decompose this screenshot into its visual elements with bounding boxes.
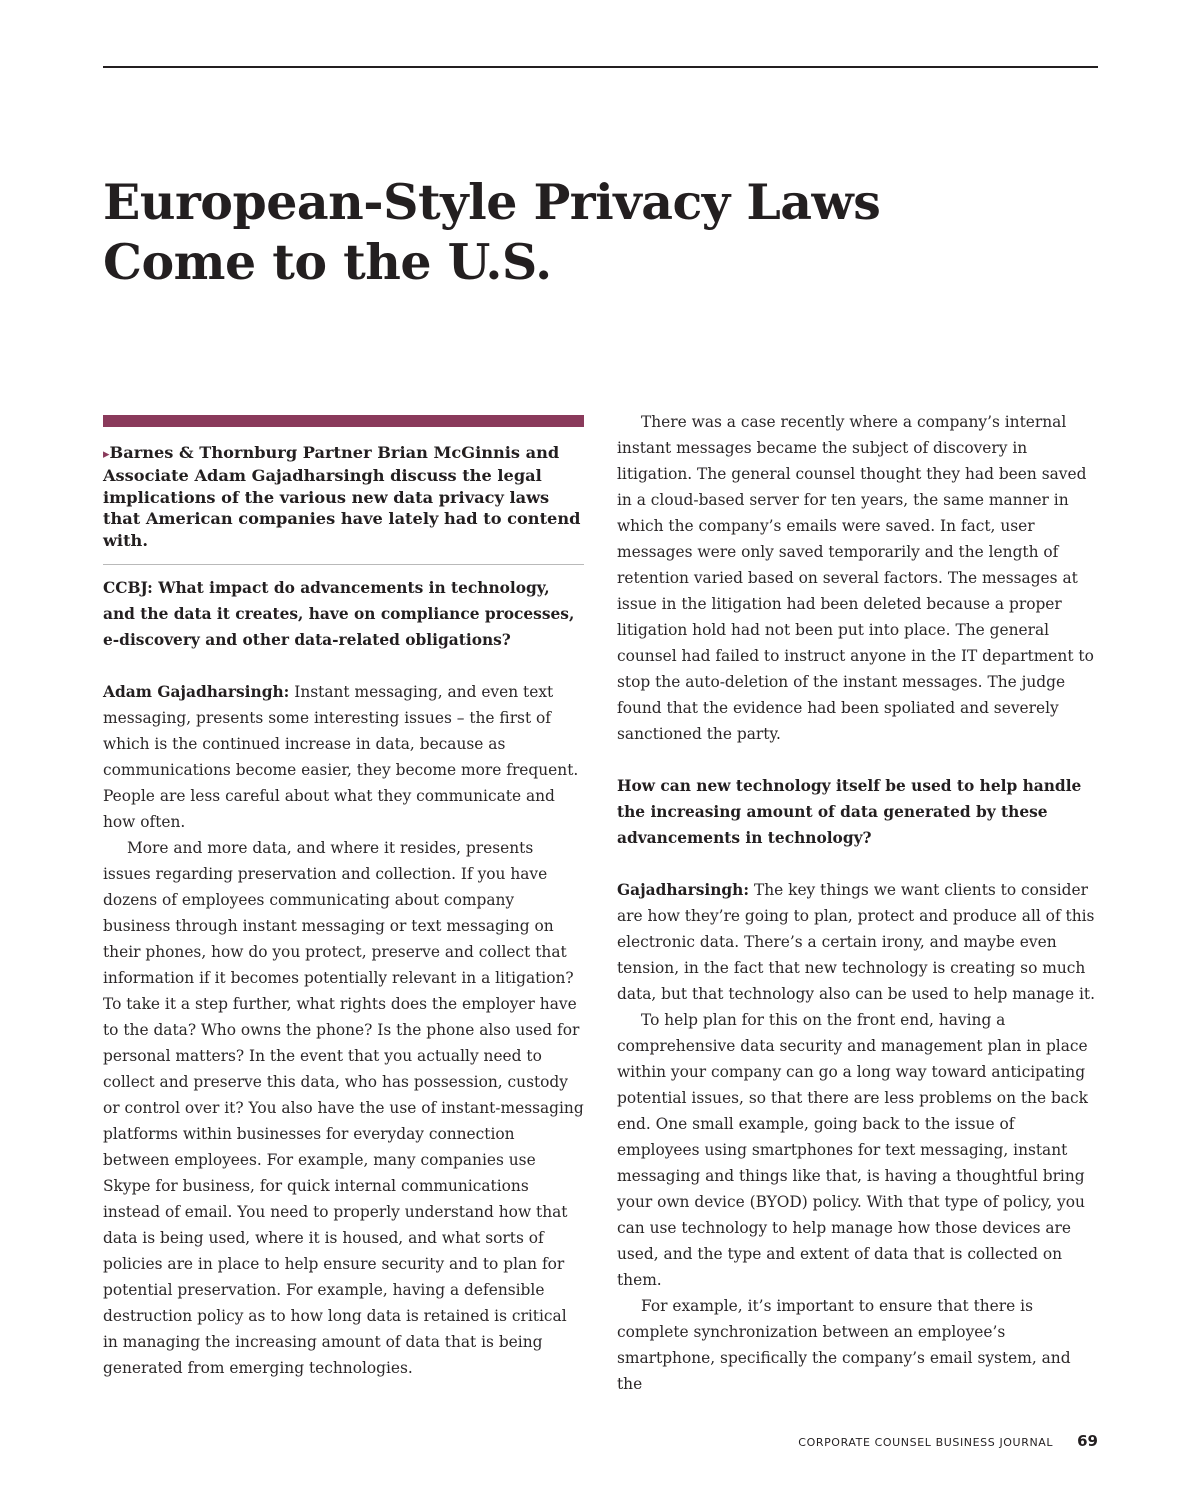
- question-2: How can new technology itself be used to help handle the increasing amount of data generated by these advancements in technology?: [617, 777, 1082, 847]
- answer-text: The key things we want clients to consider are how they’re going to plan, protect and produce all of this electronic data. There’s a certain irony, and maybe even tension, in the fact that new technology is creating so much data, but that technology also can be used to help manage it.: [617, 881, 1096, 1003]
- speaker-name: Adam Gajadharsingh:: [103, 683, 290, 702]
- answer-2-paragraph-1: [617, 877, 1099, 1007]
- title-line-2: Come to the U.S.: [103, 233, 552, 291]
- speaker-name: Gajadharsingh:: [617, 881, 750, 899]
- answer-1-paragraph-2: More and more data, and where it resides, presents issues regarding preservation and collection. If you have dozens of employees communicating about company business through instant messaging or text messaging on their phones, how do you protect, preserve and collect that information if it becomes potentially relevant in a litigation? To take it a step further, what rights does the employer have to the data? Who owns the phone? Is the phone also used for personal matters? In the event that you actually need to collect and preserve this data, who has possession, custody or control over it? You also have the use of instant-messaging platforms within businesses for everyday connection between employees. For example, many companies use Skype for business, for quick internal communications instead of email. You need to properly understand how that data is being used, where it is housed, and what sorts of policies are in place to help ensure security and to plan for potential preservation. For example, having a defensible destruction policy as to how long data is retained is critical in managing the increasing amount of data that is being generated from emerging technologies.: [103, 839, 584, 1378]
- top-rule: [103, 66, 1098, 68]
- answer-1-paragraph-3: There was a case recently where a company’s internal instant messages became the subject of discovery in litigation. The general counsel thought they had been saved in a cloud-based server for ten years, the same manner in which the company’s emails were saved. In fact, user messages were only saved temporarily and the length of retention varied based on several factors. The messages at issue in the litigation had been deleted because a proper litigation hold had not been put into place. The general counsel had failed to instruct anyone in the IT department to stop the auto-deletion of the instant messages. The judge found that the evidence had been spoliated and severely sanctioned the party.: [617, 413, 1094, 743]
- question-1: CCBJ: What impact do advancements in technology, and the data it creates, have on compliance processes, e-discovery and other data-related obligations?: [103, 579, 575, 650]
- page-footer: [798, 1432, 1098, 1450]
- answer-2-paragraph-2: To help plan for this on the front end, having a comprehensive data security and management plan in place within your company can go a long way toward anticipating potential issues, so that there are less problems on the back end. One small example, going back to the issue of employees using smartphones for text messaging, instant messaging and things like that, is having a thoughtful bring your own device (BYOD) policy. With that type of policy, you can use technology to help manage how those devices are used, and the type and extent of data that is collected on them.: [617, 1011, 1088, 1289]
- right-column: [617, 409, 1099, 1397]
- publication-name: CORPORATE COUNSEL BUSINESS JOURNAL: [798, 1436, 1054, 1449]
- answer-2-paragraph-3: For example, it’s important to ensure that there is complete synchronization between an employee’s smartphone, specifically the company’s email system, and the: [617, 1297, 1071, 1393]
- deck-text: Barnes & Thornburg Partner Brian McGinnis and Associate Adam Gajadharsingh discuss the legal implications of the various new data privacy laws that American companies have lately had to contend with.: [103, 443, 581, 550]
- left-column: [103, 415, 584, 1381]
- page-number: 69: [1077, 1432, 1098, 1450]
- answer-text: Instant messaging, and even text messaging, presents some interesting issues – the first of which is the continued increase in data, because as communications become easier, they become more frequent. People are less careful about what they communicate and how often.: [103, 683, 579, 832]
- answer-1-paragraph-1: [103, 679, 584, 835]
- title-line-1: European-Style Privacy Laws: [103, 173, 881, 231]
- article-title: [103, 172, 1003, 292]
- deck-arrow-icon: ▸: [103, 447, 110, 462]
- article-deck: [103, 442, 584, 565]
- accent-bar: [103, 415, 584, 427]
